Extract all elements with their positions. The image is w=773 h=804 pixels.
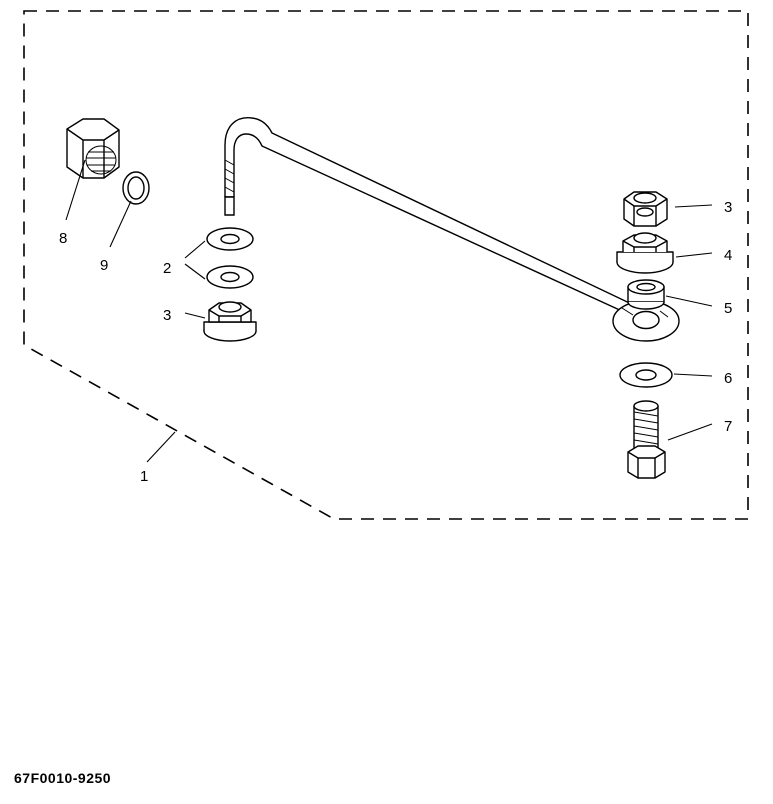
callout-7: 7 — [724, 418, 733, 435]
leader-7 — [668, 424, 712, 440]
callout-5: 5 — [724, 300, 733, 317]
leader-5 — [666, 296, 712, 306]
callout-9: 9 — [100, 257, 109, 274]
rod-stub-lower — [225, 197, 234, 215]
leader-3-center — [185, 313, 205, 318]
callout-4: 4 — [724, 247, 733, 264]
callout-6: 6 — [724, 370, 733, 387]
callout-8: 8 — [59, 230, 68, 247]
collar-5 — [628, 280, 664, 309]
flange-nut-3-center — [204, 302, 256, 341]
leader-3-right — [675, 205, 712, 207]
part-code-label: 67F0010-9250 — [14, 770, 112, 786]
washer-2-upper — [207, 228, 253, 250]
callout-2: 2 — [163, 260, 172, 277]
washer-2-lower — [207, 266, 253, 288]
callout-1: 1 — [140, 468, 149, 485]
leader-2 — [185, 241, 205, 279]
leader-9 — [110, 201, 131, 247]
o-ring-9 — [123, 172, 149, 204]
hex-bolt-7 — [628, 401, 665, 478]
leader-1 — [147, 432, 175, 462]
callout-3-right: 3 — [724, 199, 733, 216]
flange-nut-4 — [617, 233, 673, 273]
flat-washer-6 — [620, 363, 672, 387]
drag-link-rod — [225, 118, 640, 318]
hex-nut-3-right — [624, 192, 667, 226]
callout-3-center: 3 — [163, 307, 172, 324]
leader-4 — [676, 253, 712, 257]
leader-6 — [674, 374, 712, 376]
